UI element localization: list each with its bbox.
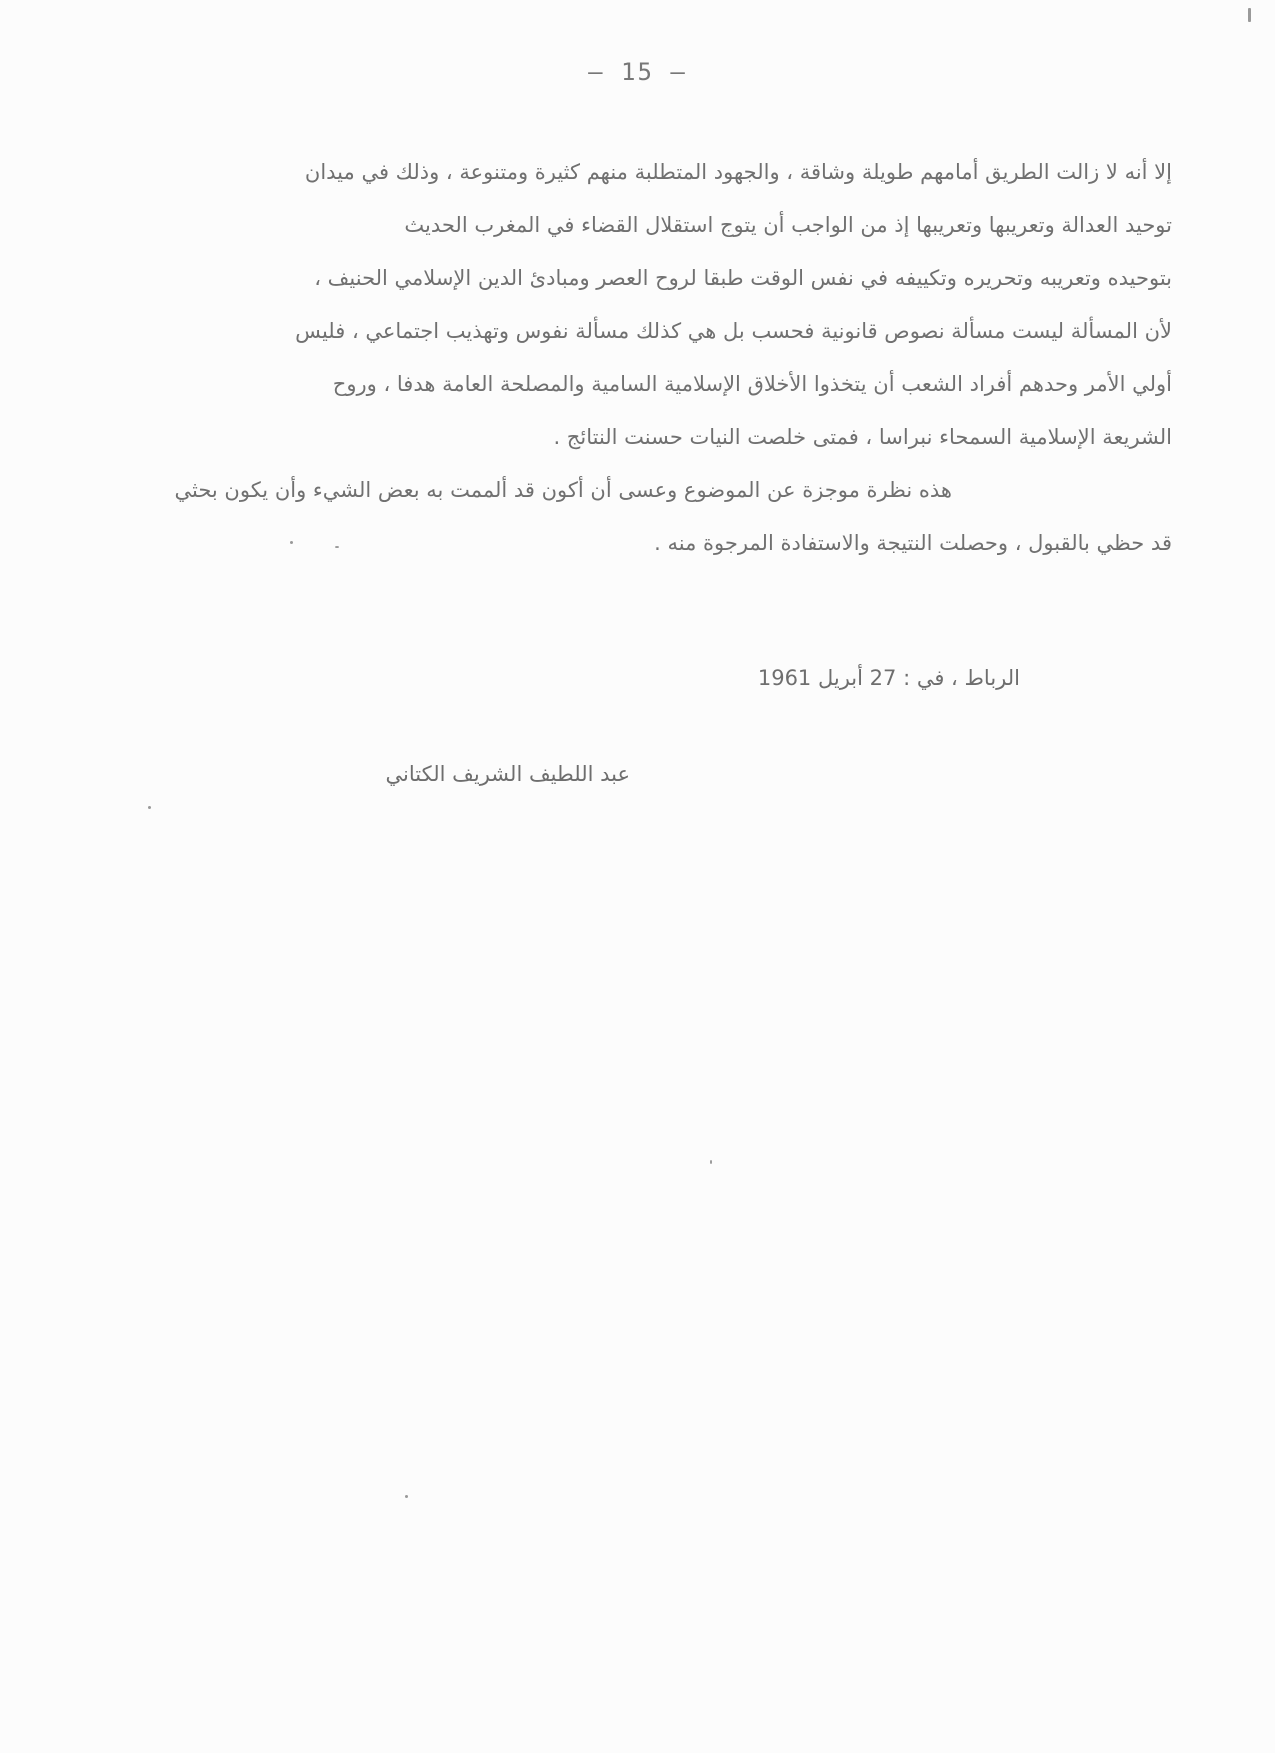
body-line: توحيد العدالة وتعريبها وتعريبها إذ من الواجب أن يتوج استقلال القضاء في المغرب الحديث [404, 213, 1172, 237]
place-date-line: الرباط ، في : 27 أبريل 1961 [757, 666, 1020, 690]
body-line: قد حظي بالقبول ، وحصلت النتيجة والاستفادة المرجوة منه . [654, 531, 1172, 555]
scan-speck [148, 806, 151, 809]
author-signature: عبد اللطيف الشريف الكتاني [385, 762, 630, 786]
body-paragraphs [172, 146, 1172, 570]
scan-speck [1248, 8, 1251, 22]
body-line: إلا أنه لا زالت الطريق أمامهم طويلة وشاقة ، والجهود المتطلبة منهم كثيرة ومتنوعة ، وذلك في ميدان [304, 160, 1172, 184]
body-line: لأن المسألة ليست مسألة نصوص قانونية فحسب بل هي كذلك مسألة نفوس وتهذيب اجتماعي ، فليس [295, 319, 1172, 343]
scan-speck [290, 541, 293, 544]
body-line: الشريعة الإسلامية السمحاء نبراسا ، فمتى خلصت النيات حسنت النتائج . [553, 425, 1172, 449]
scan-speck [405, 1495, 408, 1498]
body-line: بتوحيده وتعريبه وتحريره وتكييفه في نفس الوقت طبقا لروح العصر ومبادئ الدين الإسلامي الحنيف ، [314, 266, 1172, 290]
scan-speck [335, 546, 339, 548]
body-line: أولي الأمر وحدهم أفراد الشعب أن يتخذوا الأخلاق الإسلامية السامية والمصلحة العامة هدفا ، وروح [332, 372, 1172, 396]
scan-speck [710, 1160, 712, 1164]
body-line: هذه نظرة موجزة عن الموضوع وعسى أن أكون قد ألممت به بعض الشيء وأن يكون بحثي [174, 478, 952, 502]
page-number: — 15 — [588, 58, 687, 86]
